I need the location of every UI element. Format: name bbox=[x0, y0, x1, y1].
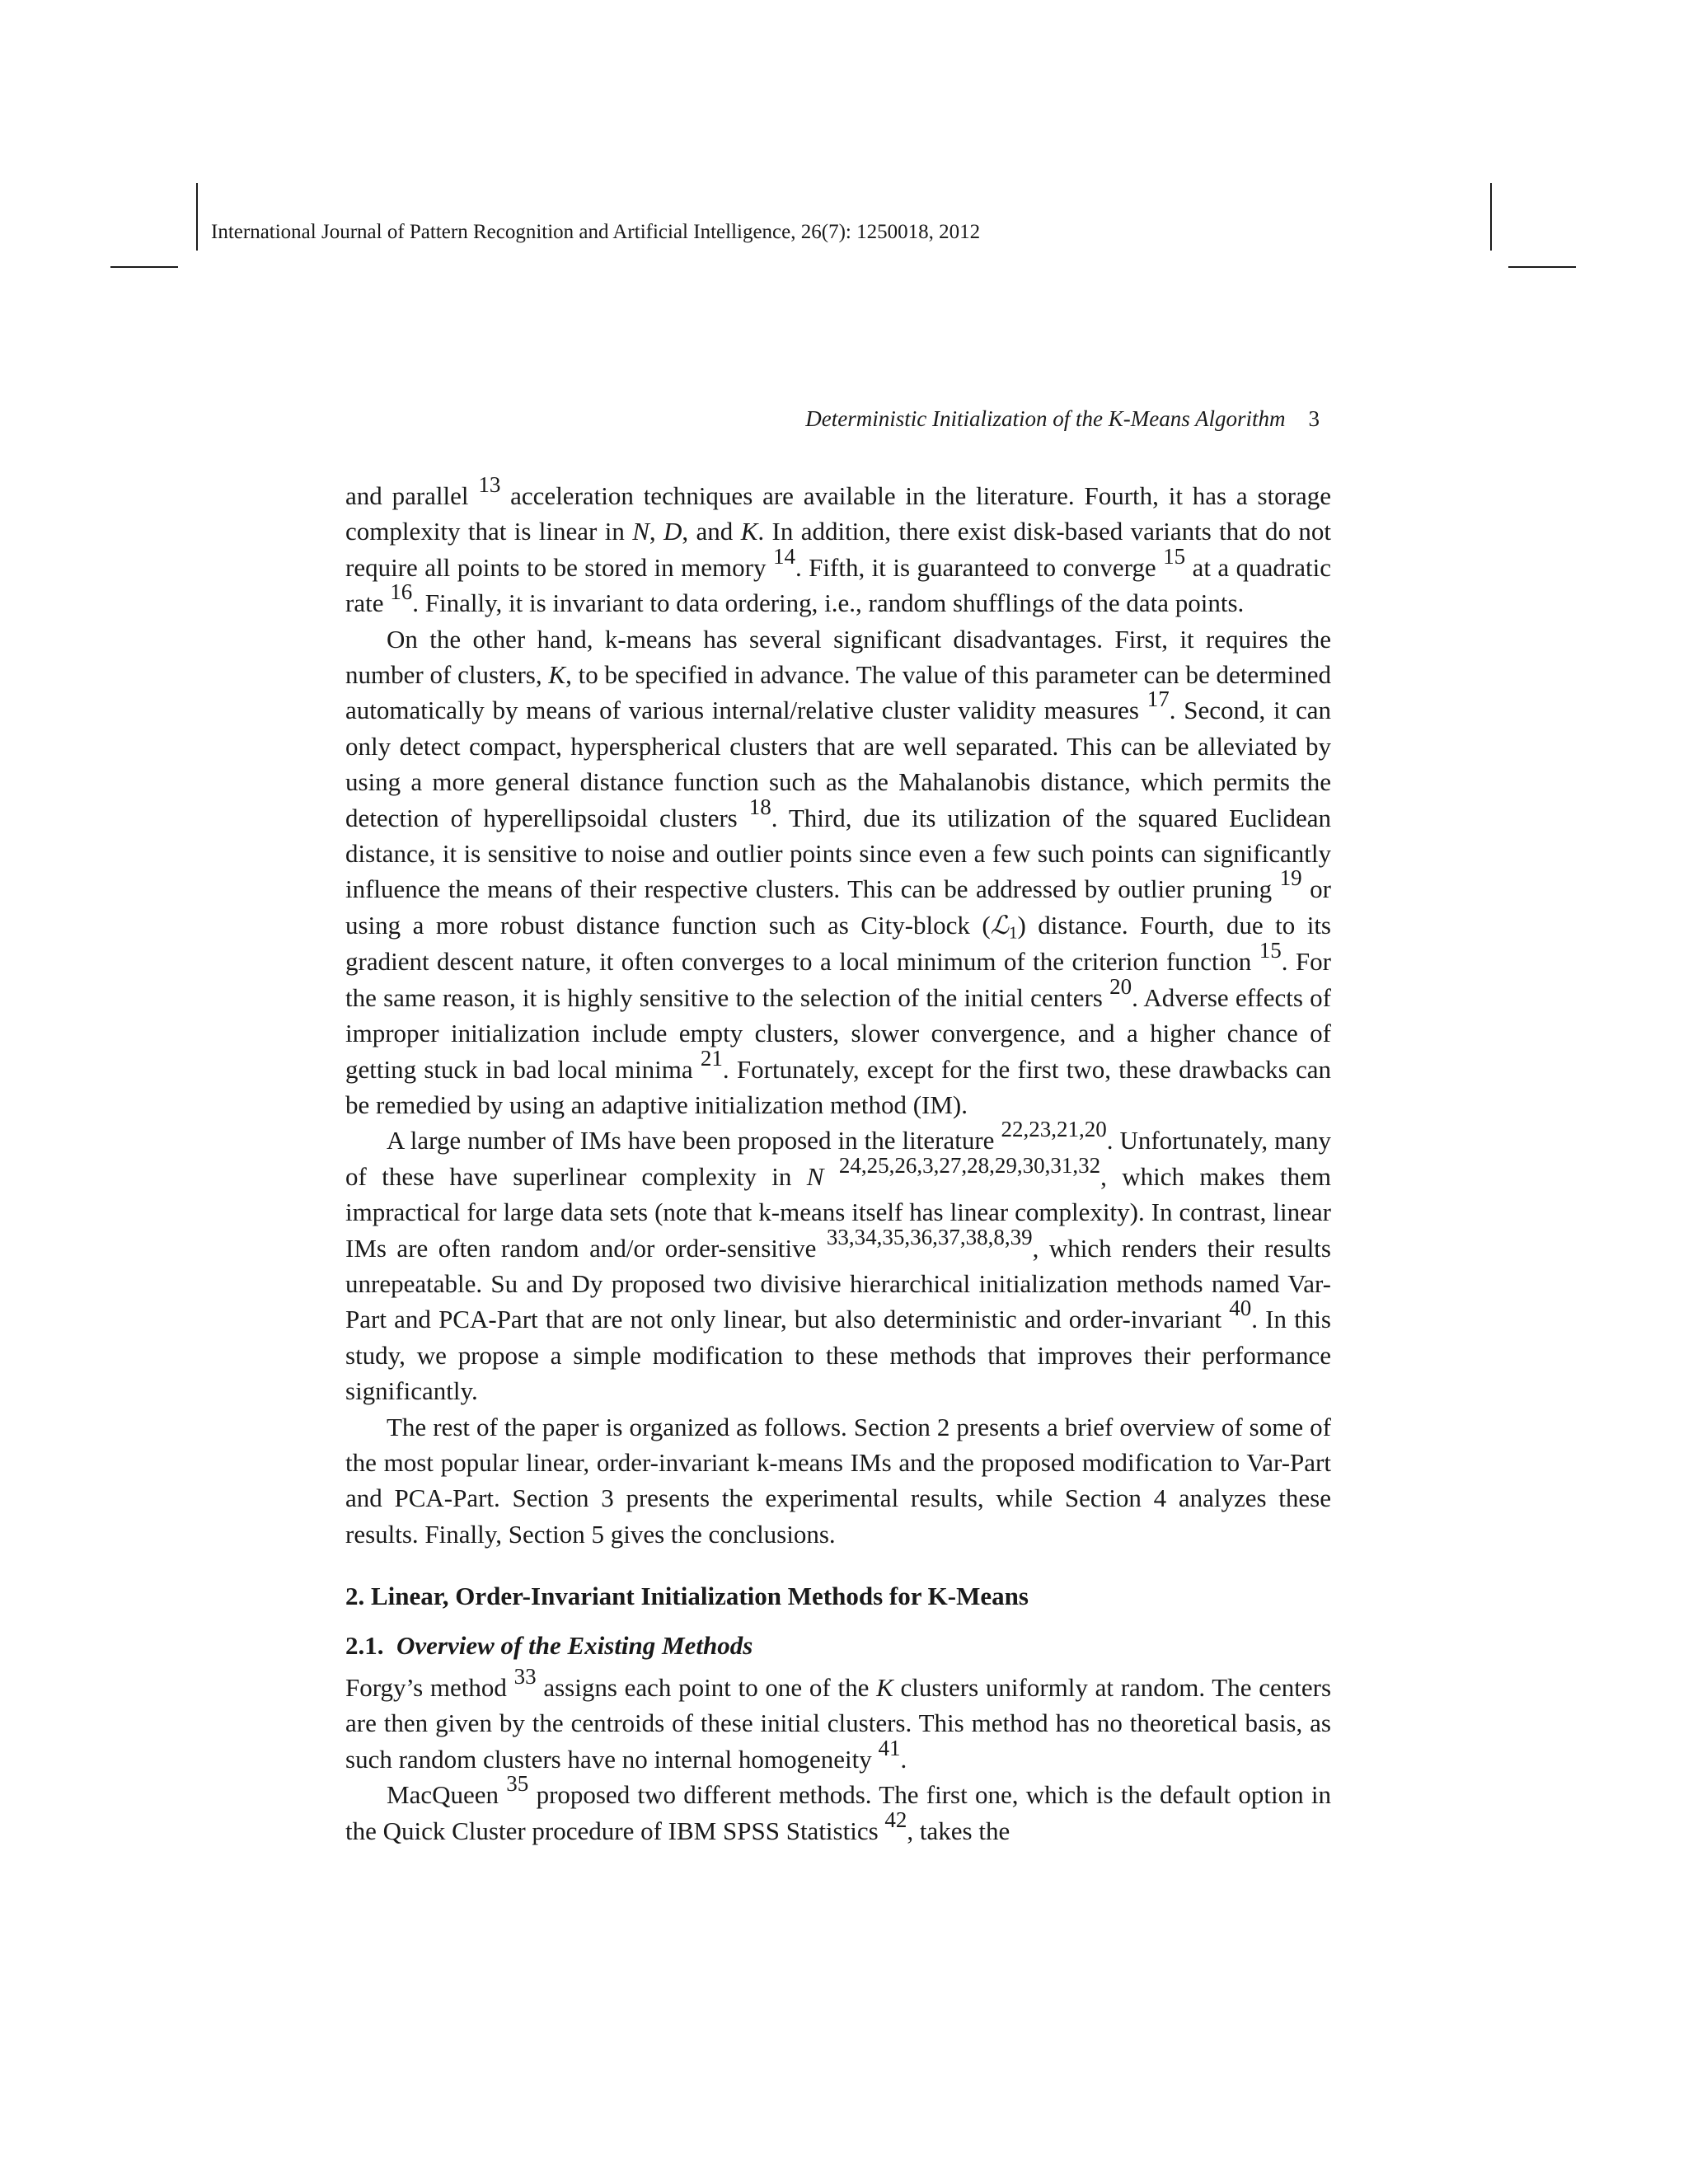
citation-ref: 42 bbox=[884, 1807, 907, 1832]
running-title: Deterministic Initialization of the K-Means Algorithm bbox=[805, 406, 1286, 431]
citation-ref: 13 bbox=[478, 472, 501, 498]
citation-ref: 19 bbox=[1279, 865, 1302, 891]
math-symbol: K bbox=[876, 1673, 893, 1702]
math-symbol: N bbox=[806, 1161, 824, 1191]
crop-mark-top-right-vertical bbox=[1490, 183, 1492, 251]
subsection-number: 2.1. bbox=[345, 1630, 384, 1660]
crop-mark-top-left-vertical bbox=[196, 183, 198, 251]
citation-ref: 24,25,26,3,27,28,29,30,31,32 bbox=[838, 1152, 1101, 1178]
math-symbol: D bbox=[663, 517, 682, 546]
citation-ref: 14 bbox=[772, 543, 795, 569]
paragraph-5: Forgy’s method $^{33}$ assigns each point to one of the K clusters uniformly at random. The centers are then given by the centroids of these initial clusters. This method has no theoretical basis, as such random clusters have no internal homogeneity $^{41}$. bbox=[345, 1664, 1332, 1774]
journal-citation: International Journal of Pattern Recognition and Artificial Intelligence, 26(7): 1250018, 2012 bbox=[211, 221, 981, 243]
paragraph-2: On the other hand, k-means has several significant disadvantages. First, it requires the number of clusters, K, to be specified in advance. The value of this parameter can be determined automatically by means of various internal/relative cluster validity measures $^{17}$. Second, it can only detect compact, hyperspherical clusters that are well separated. This can be alleviated by using a more general distance function such as the Mahalanobis distance, which permits the detection of hyperellipsoidal clusters $^{18}$. Third, due its utilization of the squared Euclidean distance, it is sensitive to noise and outlier points since even a few such points can significantly influence the means of their respective clusters. This can be addressed by outlier pruning $^{19}$ or using a more robust distance function such as City-block (ℒ$_1$) distance. Fourth, due to its gradient descent nature, it often converges to a local minimum of the criterion function $^{15}$. For the same reason, it is highly sensitive to the selection of the initial centers $^{20}$. Adverse effects of improper initialization include empty clusters, slower convergence, and a higher chance of getting stuck in bad local minima $^{21}$. Fortunately, except for the first two, these drawbacks can be remedied by using an adaptive initialization method (IM). bbox=[345, 624, 1332, 1119]
citation-ref: 20 bbox=[1109, 973, 1132, 999]
running-head bbox=[805, 406, 1320, 432]
body-text bbox=[345, 472, 1332, 1849]
citation-ref: 16 bbox=[390, 579, 413, 605]
math-symbol: K bbox=[548, 660, 566, 690]
math-symbol: K bbox=[740, 517, 758, 546]
paragraph-1: and parallel $^{13}$ acceleration techniques are available in the literature. Fourth, it has a storage complexity that is linear in N, D, and K. In addition, there exist disk-based variants that do not require all points to be stored in memory $^{14}$. Fifth, it is guaranteed to converge $^{15}$ at a quadratic rate $^{16}$. Finally, it is invariant to data ordering, i.e., random shufflings of the data points. bbox=[345, 472, 1332, 618]
math-symbol: ℒ bbox=[990, 910, 1009, 940]
crop-mark-top-left-horizontal bbox=[110, 266, 178, 268]
paragraph-4: The rest of the paper is organized as follows. Section 2 presents a brief overview of some of the most popular linear, order-invariant k-means IMs and the proposed modification to Var-Part and PCA-Part. Section 3 presents the experimental results, while Section 4 analyzes these results. Finally, Section 5 gives the conclusions. bbox=[345, 1412, 1331, 1549]
citation-ref: 18 bbox=[748, 794, 771, 819]
citation-ref: 15 bbox=[1259, 938, 1282, 963]
citation-ref: 22,23,21,20 bbox=[1001, 1117, 1107, 1142]
citation-ref: 17 bbox=[1146, 687, 1170, 712]
section-heading: 2. Linear, Order-Invariant Initialization Methods for K-Means bbox=[345, 1582, 1029, 1611]
page-number: 3 bbox=[1308, 406, 1320, 431]
citation-ref: 21 bbox=[700, 1045, 723, 1071]
math-symbol: N bbox=[632, 517, 649, 546]
crop-mark-top-right-horizontal bbox=[1508, 266, 1576, 268]
paragraph-3: A large number of IMs have been proposed in the literature $^{22,23,21,20}$. Unfortunately, many of these have superlinear complexity in N $^{24,25,26,3,27,28,29,30,31,32}$, which makes them impractical for large data sets (note that k-means itself has linear complexity). In contrast, linear IMs are often random and/or order-sensitive $^{33,34,35,36,37,38,8,39}$, which renders their results unrepeatable. Su and Dy proposed two divisive hierarchical initialization methods named Var-Part and PCA-Part that are not only linear, but also deterministic and order-invariant $^{40}$. In this study, we propose a simple modification to these methods that improves their performance significantly. bbox=[345, 1117, 1331, 1406]
citation-ref: 15 bbox=[1163, 543, 1186, 569]
citation-ref: 33,34,35,36,37,38,8,39 bbox=[826, 1224, 1033, 1249]
citation-ref: 33 bbox=[513, 1664, 537, 1690]
paragraph-6: MacQueen $^{35}$ proposed two different methods. The first one, which is the default option in the Quick Cluster procedure of IBM SPSS Statistics $^{42}$, takes the bbox=[345, 1771, 1331, 1845]
subsection-title: Overview of the Existing Methods bbox=[396, 1630, 753, 1660]
citation-ref: 40 bbox=[1229, 1296, 1252, 1321]
citation-ref: 41 bbox=[878, 1735, 901, 1760]
math-subscript: 1 bbox=[1009, 922, 1018, 943]
subsection-heading bbox=[345, 1628, 1331, 1663]
citation-ref: 35 bbox=[506, 1771, 529, 1797]
